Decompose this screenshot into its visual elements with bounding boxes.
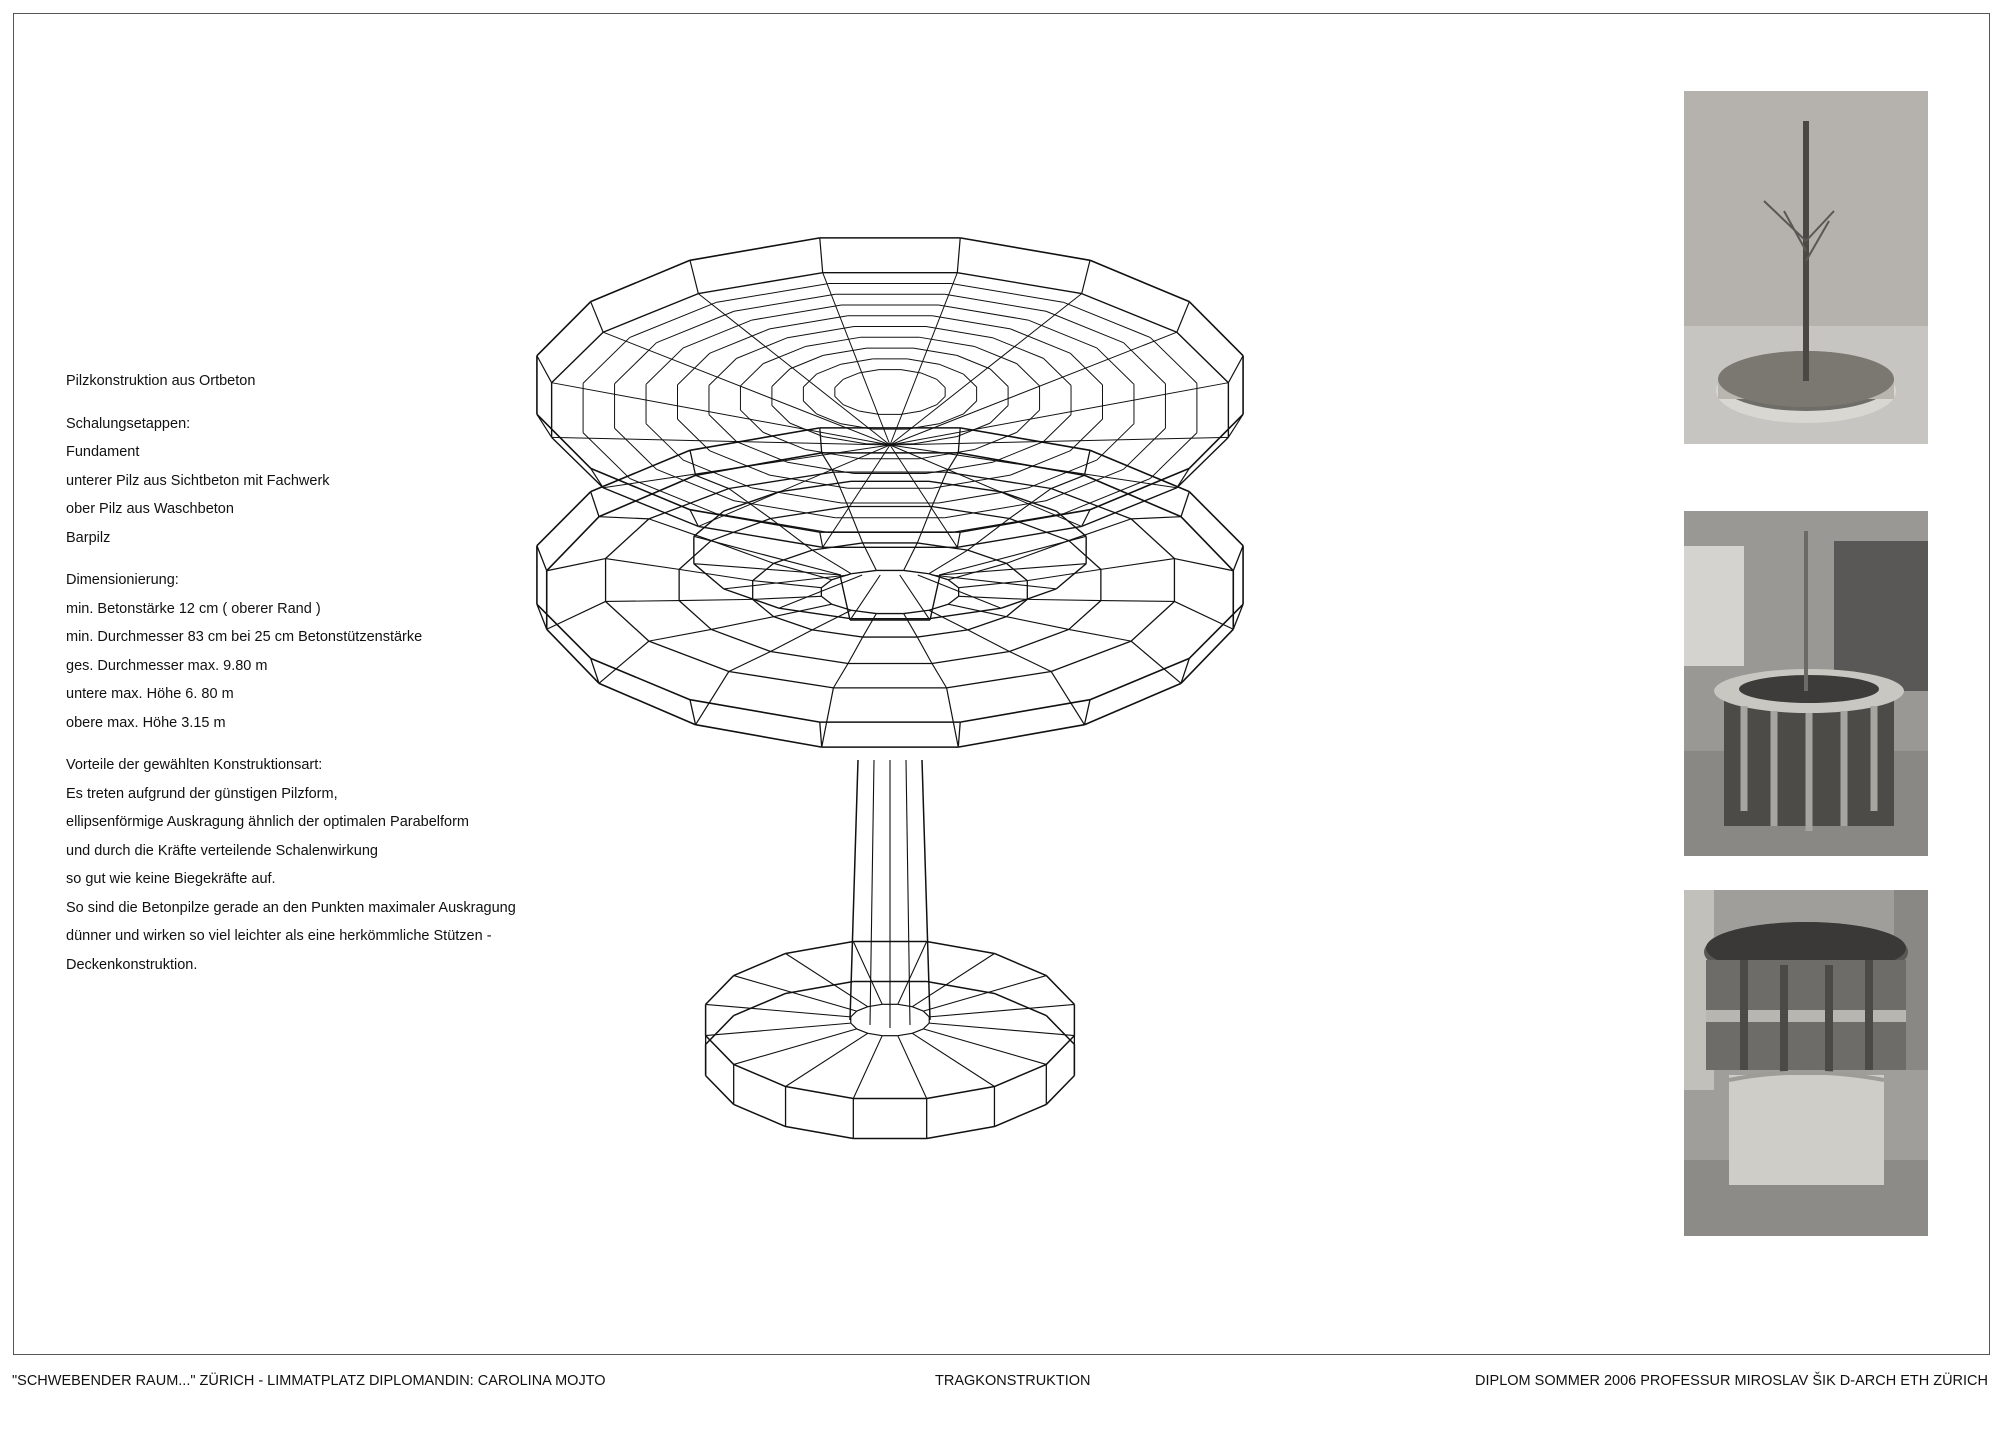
wireframe-edge: [656, 311, 733, 342]
photo-formwork-lower-mushroom: [1684, 511, 1928, 856]
wireframe-edge: [927, 942, 995, 954]
wireframe-edge: [1046, 311, 1123, 342]
wireframe-edge: [606, 519, 649, 559]
wireframe-edge: [1177, 332, 1229, 382]
wireframe-edge: [591, 450, 690, 491]
wireframe-edge: [820, 722, 822, 747]
wireframe-edge: [932, 472, 947, 506]
wireframe-edge: [890, 294, 1082, 445]
wireframe-edge: [537, 492, 591, 546]
wireframe-edge: [599, 641, 649, 683]
wireframe-edge: [868, 1033, 882, 1035]
wireframe-edge: [1189, 492, 1243, 546]
wireframe-edge: [724, 492, 779, 511]
wireframe-edge: [932, 652, 1010, 664]
wireframe-edge: [820, 238, 823, 273]
wireframe-edge: [833, 663, 848, 687]
text-line: Vorteile der gewählten Konstruktionsart:: [66, 757, 323, 773]
wireframe-edge: [1009, 652, 1051, 672]
wireframe-edge: [706, 1076, 734, 1105]
wireframe-edge: [1181, 492, 1189, 517]
wireframe-edge: [591, 260, 690, 301]
photo-formwork-upper-mushroom: [1684, 890, 1928, 1236]
wireframe-edge: [1131, 641, 1181, 683]
text-line: unterer Pilz aus Sichtbeton mit Fachwerk: [66, 472, 330, 489]
wireframe-edge: [694, 564, 724, 589]
wireframe-edge: [1124, 343, 1166, 384]
wireframe-edge: [1070, 353, 1102, 385]
wireframe-edge: [929, 1023, 1074, 1035]
wireframe-edge: [690, 700, 696, 725]
wireframe-edge: [932, 507, 1010, 519]
wireframe-edge: [770, 316, 848, 329]
wireframe-edge: [734, 953, 786, 975]
wireframe-edge: [753, 563, 774, 580]
wireframe-edge: [923, 976, 1046, 1012]
wireframe-edge: [537, 546, 547, 571]
wireframe-edge: [1177, 302, 1189, 333]
wireframe-edge: [960, 238, 1090, 260]
wireframe-edge: [857, 1007, 868, 1011]
wireframe-edge: [927, 982, 995, 994]
wireframe-edge: [932, 663, 947, 687]
wireframe-edge: [859, 411, 879, 414]
wireframe-edge: [630, 302, 716, 337]
wireframe-edge: [737, 338, 788, 359]
wireframe-edge: [1056, 564, 1086, 589]
wireframe-edge: [1150, 433, 1197, 479]
wireframe-edge: [912, 1007, 923, 1011]
wireframe-edge: [939, 414, 963, 424]
wireframe-edge: [696, 671, 729, 724]
wireframe-edge: [939, 305, 1029, 320]
wireframe-edge: [843, 373, 859, 379]
wireframe-edge: [615, 428, 657, 469]
wireframe-edge: [706, 1004, 851, 1016]
wireframe-edge: [694, 511, 724, 536]
wireframe-edge: [683, 320, 752, 348]
wireframe-edge: [817, 414, 841, 424]
wireframe-edge: [958, 453, 1084, 475]
text-line: dünner und wirken so viel leichter als eine herkömmliche Stützen -: [66, 928, 492, 944]
text-gap: [66, 396, 526, 410]
wireframe-edge: [853, 942, 882, 1005]
wireframe-edge: [771, 518, 813, 550]
wireframe-edge: [1084, 683, 1181, 724]
wireframe-edge: [649, 641, 729, 671]
wireframe-edge: [547, 629, 599, 683]
wireframe-edge: [917, 630, 967, 637]
wireframe-edge: [591, 302, 603, 333]
wireframe-edge: [898, 942, 927, 1005]
wireframe-edge: [851, 1011, 857, 1017]
wireframe-edge: [958, 725, 1084, 747]
wireframe-edge: [1181, 629, 1233, 683]
wireframe-edge: [740, 364, 763, 386]
wireframe-edge: [853, 1036, 882, 1099]
wireframe-edge: [817, 364, 841, 374]
wireframe-edge: [990, 406, 1008, 424]
wireframe-edge: [821, 580, 831, 588]
wireframe-edge: [929, 1004, 1074, 1016]
wireframe-edge: [890, 383, 1228, 445]
wireframe-edge: [790, 355, 823, 368]
wireframe-edge: [968, 518, 1010, 550]
wireframe-edge: [1046, 1016, 1074, 1045]
wireframe-edge: [1084, 700, 1090, 725]
wireframe-edge: [1051, 671, 1084, 724]
wireframe-edge: [947, 688, 959, 747]
wireframe-edge: [835, 379, 843, 387]
wireframe-edge: [926, 462, 993, 473]
wireframe-edge: [898, 1033, 912, 1035]
wireframe-edge: [786, 1127, 854, 1139]
wireframe-edge: [583, 433, 630, 479]
text-line: Fundament: [66, 444, 140, 460]
wireframe-edge: [1051, 475, 1084, 488]
wireframe-edge: [606, 559, 680, 570]
wireframe-edge: [1009, 629, 1068, 651]
wireframe-edge: [787, 462, 854, 473]
wireframe-edge: [901, 411, 921, 414]
wireframe-edge: [851, 1023, 857, 1029]
wireframe-edge: [957, 273, 1081, 294]
wireframe-edge: [771, 652, 849, 664]
wireframe-edge: [1006, 617, 1068, 630]
wireframe-edge: [599, 683, 696, 724]
wireframe-edge: [990, 369, 1008, 387]
wireframe-edge: [951, 283, 1064, 302]
wireframe-edge: [786, 953, 868, 1006]
wireframe-edge: [537, 356, 552, 383]
wireframe-edge: [734, 1029, 857, 1065]
wireframe-edge: [1051, 641, 1131, 671]
wireframe-edge: [835, 396, 843, 404]
wireframe-edge: [812, 630, 862, 637]
wireframe-edge: [696, 725, 822, 747]
wireframe-edge: [823, 348, 866, 355]
wireframe-edge: [932, 316, 1010, 329]
wireframe-edge: [786, 1033, 868, 1086]
wireframe-edge: [763, 432, 805, 449]
wireframe-edge: [1027, 569, 1101, 580]
wireframe-edge: [1043, 415, 1071, 442]
wireframe-edge: [994, 1064, 1046, 1086]
wireframe-edge: [948, 580, 958, 588]
wireframe-edge: [833, 472, 848, 506]
wireframe-edge: [912, 1033, 994, 1086]
wireframe-edge: [1090, 260, 1189, 301]
wireframe-edge: [822, 688, 834, 747]
wireframe-edge: [1070, 419, 1102, 451]
wireframe-edge: [917, 507, 932, 543]
text-line: Es treten aufgrund der günstigen Pilzform,: [66, 785, 338, 802]
wireframe-edge: [948, 596, 958, 604]
wireframe-edge: [734, 1104, 786, 1126]
wireframe-edge: [734, 501, 835, 518]
wireframe-edge: [913, 437, 956, 444]
wireframe-edge: [1069, 629, 1131, 641]
wireframe-edge: [821, 596, 831, 604]
wireframe-edge: [779, 575, 862, 608]
wireframe-edge: [923, 1023, 929, 1029]
wireframe-edge: [649, 629, 711, 641]
wireframe-edge: [706, 1023, 851, 1035]
wireframe-edge: [890, 437, 1228, 445]
wireframe-edge: [848, 507, 863, 543]
wireframe-edge: [904, 570, 929, 573]
text-line: So sind die Betonpilze gerade an den Punkten maximaler Auskragung: [66, 899, 516, 916]
wireframe-edge: [1131, 519, 1174, 559]
wireframe-edge: [937, 379, 945, 387]
wireframe-edge: [1082, 294, 1177, 333]
wireframe-edge: [734, 1064, 786, 1086]
wireframe-edge: [994, 1104, 1046, 1126]
wireframe-edge: [698, 294, 890, 445]
wireframe-edge: [679, 601, 711, 630]
wireframe-edge: [1069, 601, 1101, 630]
wireframe-edge: [993, 338, 1044, 359]
wireframe-edge: [968, 630, 1010, 652]
wireframe-edge: [1017, 364, 1040, 386]
wireframe-edge: [898, 1036, 927, 1099]
wireframe-edge: [1064, 479, 1150, 514]
wireframe-edge: [1027, 599, 1101, 600]
text-gap: [66, 737, 526, 751]
description-text: [66, 367, 526, 979]
wireframe-edge: [945, 501, 1046, 518]
wireframe-edge: [1189, 302, 1243, 356]
wireframe-edge: [1006, 563, 1027, 580]
wireframe-edge: [678, 419, 710, 451]
wireframe-edge: [1097, 424, 1134, 460]
wireframe-edge: [1131, 517, 1181, 519]
footer-project-title: "SCHWEBENDER RAUM..." ZÜRICH - LIMMATPLATZ DIPLOMANDIN: CAROLINA MOJTO: [12, 1373, 606, 1389]
wireframe-edge: [1090, 450, 1189, 491]
wireframe-edge: [1097, 348, 1134, 384]
wireframe-edge: [1046, 976, 1074, 1005]
wireframe-edge: [851, 570, 876, 573]
wireframe-edge: [786, 1087, 854, 1099]
wireframe-edge: [752, 488, 842, 503]
wireframe-edge: [709, 415, 737, 442]
wireframe-edge: [993, 442, 1044, 463]
wireframe-edge: [1082, 260, 1090, 293]
wireframe-edge: [710, 329, 770, 353]
text-gap: [66, 552, 526, 566]
wireframe-edge: [857, 1029, 868, 1033]
wireframe-edge: [786, 942, 854, 954]
wireframe-edge: [1043, 358, 1071, 385]
wireframe-edge: [848, 637, 863, 663]
text-line: Schalungsetappen:: [66, 415, 191, 432]
wireframe-edge: [959, 596, 1028, 599]
footer-sheet-title: TRAGKONSTRUKTION: [935, 1373, 1091, 1389]
wireframe-edge: [679, 599, 753, 600]
wireframe-edge: [679, 569, 753, 580]
wireframe-edge: [706, 1016, 734, 1045]
wireframe-edge: [537, 604, 547, 629]
wireframe-edge: [904, 614, 918, 638]
wireframe-edge: [917, 637, 932, 663]
wireframe-edge: [939, 364, 963, 374]
wireframe-edge: [1090, 658, 1189, 699]
wireframe-edge: [823, 437, 866, 444]
wireframe-edge: [805, 337, 860, 346]
text-line: ellipsenförmige Auskragung ähnlich der optimalen Parabelform: [66, 814, 470, 830]
wireframe-edge: [1101, 559, 1175, 570]
wireframe-edge: [734, 976, 857, 1012]
text-line: Pilzkonstruktion aus Ortbeton: [66, 373, 256, 389]
wireframe-edge: [1233, 604, 1243, 629]
wireframe-edge: [927, 1087, 995, 1099]
wireframe-edge: [599, 517, 649, 519]
wireframe-edge: [552, 332, 604, 382]
wireframe-edge: [1228, 356, 1243, 383]
wireframe-edge: [812, 550, 851, 574]
wireframe-edge: [771, 630, 813, 652]
wireframe-edge: [1056, 511, 1086, 536]
wireframe-edge: [921, 373, 937, 379]
text-line: so gut wie keine Biegekräfte auf.: [66, 871, 276, 887]
wireframe-edge: [709, 358, 737, 385]
wireframe-edge: [711, 629, 770, 651]
wireframe-edge: [591, 658, 690, 699]
wireframe-edge: [929, 550, 968, 574]
wireframe-edge: [1124, 428, 1166, 469]
wireframe-edge: [958, 722, 960, 747]
text-line: ges. Durchmesser max. 9.80 m: [66, 657, 268, 674]
wireframe-edge: [994, 953, 1046, 975]
text-line: und durch die Kräfte verteilende Schalenwirkung: [66, 842, 378, 859]
wireframe-edge: [937, 396, 945, 404]
wireframe-edge: [753, 596, 822, 599]
wireframe-edge: [774, 617, 813, 630]
footer-course-info: DIPLOM SOMMER 2006 PROFESSUR MIROSLAV ŠIK D-ARCH ETH ZÜRICH: [1475, 1373, 1988, 1389]
wireframe-edge: [957, 238, 960, 273]
wireframe-edge: [939, 488, 1029, 503]
wireframe-edge: [771, 507, 849, 519]
wireframe-edge: [957, 355, 990, 368]
wireframe-edge: [603, 294, 698, 333]
wireframe-edge: [912, 953, 994, 1006]
wireframe-edge: [606, 601, 680, 602]
wireframe-edge: [690, 238, 820, 260]
wireframe-edge: [975, 432, 1017, 449]
wireframe-edge: [951, 514, 1064, 533]
text-line: Deckenkonstruktion.: [66, 956, 198, 973]
wireframe-edge: [1001, 492, 1056, 511]
wireframe-edge: [646, 424, 683, 460]
wireframe-edge: [690, 260, 698, 293]
wireframe-edge: [547, 559, 606, 571]
wireframe-edge: [913, 348, 956, 355]
wireframe-edge: [706, 976, 734, 1005]
wireframe-edge: [918, 575, 1001, 608]
wireframe-edge: [711, 617, 773, 630]
wireframe-edge: [1101, 601, 1175, 602]
wireframe-edge: [994, 993, 1046, 1015]
wireframe-edge: [1046, 1076, 1074, 1105]
wireframe-edge: [678, 353, 710, 385]
wireframe-edge: [1028, 320, 1097, 348]
wireframe-edge: [920, 337, 975, 346]
wireframe-edge: [737, 442, 788, 463]
wireframe-edge: [927, 1127, 995, 1139]
wireframe-edge: [698, 273, 822, 294]
wireframe-edge: [552, 383, 890, 445]
text-line: min. Betonstärke 12 cm ( oberer Rand ): [66, 600, 321, 617]
wireframe-edge: [552, 437, 890, 445]
wireframe-edge: [729, 652, 771, 672]
wireframe-edge: [1010, 329, 1070, 353]
wireframe-edge: [786, 982, 854, 994]
wireframe-edge: [1181, 517, 1233, 571]
wireframe-edge: [716, 514, 829, 533]
wireframe-edge: [729, 671, 834, 687]
wireframe-edge: [1131, 601, 1174, 641]
wireframe-edge: [923, 1011, 929, 1017]
wireframe-edge: [615, 343, 657, 384]
wireframe-edge: [734, 993, 786, 1015]
wireframe-edge: [772, 369, 790, 387]
photo-foundation-model: [1684, 91, 1928, 444]
wireframe-edge: [968, 617, 1007, 630]
wireframe-edge: [1064, 302, 1150, 337]
wireframe-edge: [547, 517, 599, 571]
text-line: obere max. Höhe 3.15 m: [66, 714, 226, 731]
wireframe-edge: [537, 302, 591, 356]
wireframe-edge: [947, 671, 1052, 687]
wireframe-edge: [1174, 601, 1233, 629]
wireframe-edge: [696, 475, 729, 488]
wireframe-edge: [646, 348, 683, 384]
wireframe-edge: [923, 1029, 1046, 1065]
wireframe-edge: [1174, 559, 1233, 571]
wireframe-edge: [912, 1029, 923, 1033]
wireframe-edge: [1233, 546, 1243, 571]
wireframe-edge: [591, 492, 599, 517]
wireframe-edge: [863, 614, 877, 638]
wireframe-edge: [772, 406, 790, 424]
text-line: Barpilz: [66, 529, 111, 546]
wireframe-edge: [711, 541, 773, 564]
wireframe-edge: [606, 601, 649, 641]
wireframe-edge: [696, 453, 822, 475]
text-line: min. Durchmesser 83 cm bei 25 cm Betonstützenstärke: [66, 629, 423, 645]
wireframe-edge: [630, 479, 716, 514]
wireframe-edge: [774, 550, 813, 563]
mushroom-structure-drawing: [520, 180, 1260, 1180]
text-line: Dimensionierung:: [66, 572, 179, 588]
wireframe-edge: [752, 305, 842, 320]
wireframe-edge: [820, 532, 823, 547]
wireframe-edge: [957, 532, 960, 547]
wireframe-edge: [547, 601, 606, 629]
text-line: ober Pilz aus Waschbeton: [66, 501, 234, 517]
text-line: untere max. Höhe 6. 80 m: [66, 686, 234, 702]
wireframe-edge: [968, 550, 1007, 563]
wireframe-edge: [1006, 541, 1068, 564]
wireframe-edge: [716, 283, 829, 302]
